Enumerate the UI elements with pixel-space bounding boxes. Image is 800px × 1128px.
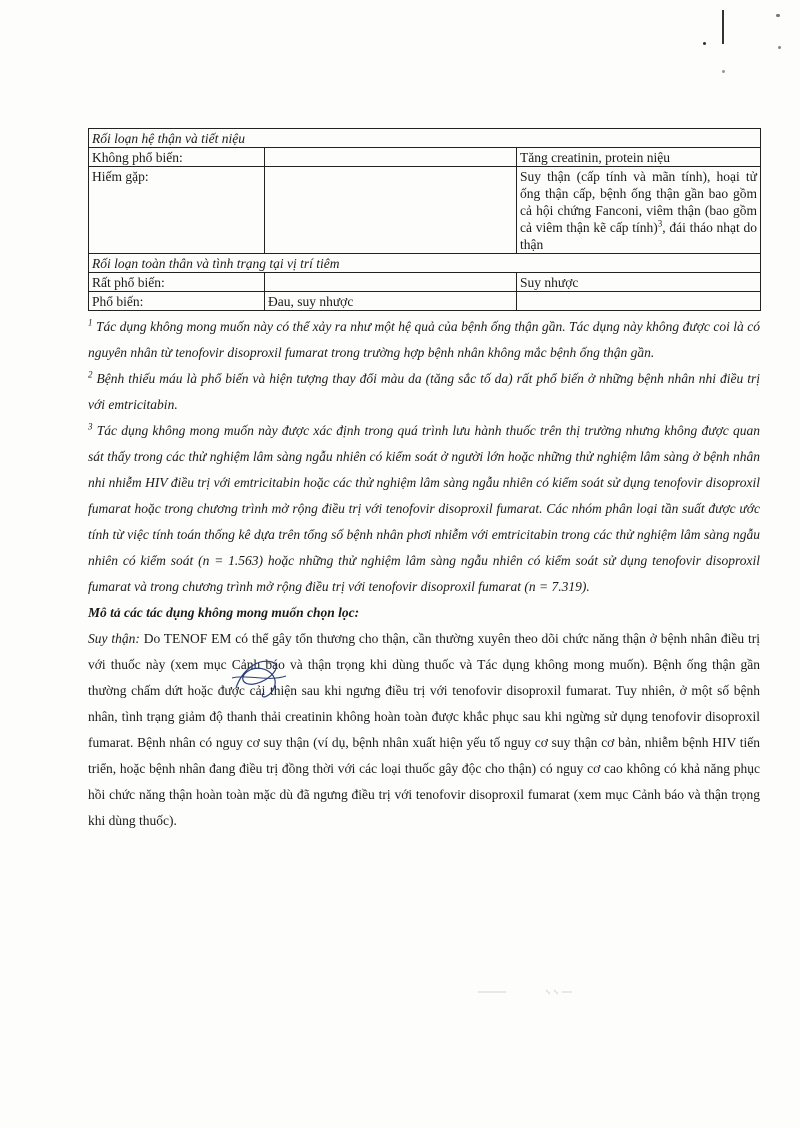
footnote: $^2$ Bệnh thiếu máu là phổ biến và hiện tượng thay đổi màu da (tăng sắc tố da) rất phổ biến ở những bệnh nhân nhi điều trị với emtricitabin. [88, 369, 760, 412]
scan-mark [722, 10, 724, 44]
scan-mark [778, 46, 781, 49]
frequency-cell: Không phổ biến: [89, 148, 265, 167]
footnote: $^1$ Tác dụng không mong muốn này có thể xảy ra như một hệ quả của bệnh ống thận gần. Tác dụng này không được coi là có nguyên nhân từ tenofovir disoproxil fumarat trong trường hợp bệnh nhân không mắc bệnh ống thận gần. [88, 317, 761, 360]
table-row [89, 273, 761, 292]
scan-mark [703, 42, 706, 45]
footnotes [88, 314, 760, 600]
tenofovir-cell: Suy thận (cấp tính và mãn tính), hoại tử ống thận cấp, bệnh ống thận gần bao gồm cả hội chứng Fanconi, viêm thận (bao gồm cả viêm thận kẽ cấp tính)$^3$, đái tháo nhạt do thận [517, 167, 761, 254]
adverse-reactions-table [88, 128, 761, 311]
section-label: Rối loạn toàn thân và tình trạng tại vị trí tiêm [89, 254, 761, 273]
footnote: $^3$ Tác dụng không mong muốn này được xác định trong quá trình lưu hành thuốc trên thị trường nhưng không được quan sát thấy trong các thử nghiệm lâm sàng ngẫu nhiên có kiểm soát ở người lớn hoặc những thử nghiệm lâm sàng ở bệnh nhân nhi nhiễm HIV điều trị với emtricitabin hoặc các thử nghiệm lâm sàng ngẫu nhiên có kiểm soát sử dụng tenofovir disoproxil fumarat hoặc trong chương trình mở rộng điều trị với tenofovir disoproxil fumarat. Các nhóm phân loại tần suất được ước tính từ việc tính toán thống kê dựa trên tổng số bệnh nhân phơi nhiễm với emtricitabin trong các thử nghiệm lâm sàng ngẫu nhiên có kiểm soát (n = 1.563) hoặc những thử nghiệm lâm sàng ngẫu nhiên có kiểm soát sử dụng tenofovir disoproxil fumarat và trong chương trình mở rộng điều trị với tenofovir disoproxil fumarat (n = 7.319). [88, 421, 760, 594]
table-section-row [89, 254, 761, 273]
tenofovir-cell: Suy nhược [517, 273, 761, 292]
table-row [89, 292, 761, 311]
renal-impairment-paragraph [88, 626, 760, 834]
scan-mark [776, 14, 780, 17]
emtricitabine-cell [265, 273, 517, 292]
table-row [89, 167, 761, 254]
frequency-cell: Rất phổ biến: [89, 273, 265, 292]
tenofovir-cell: Tăng creatinin, protein niệu [517, 148, 761, 167]
handwritten-signature [228, 648, 288, 704]
emtricitabine-cell [265, 148, 517, 167]
paragraph-lead: Suy thận: [88, 631, 140, 646]
section-heading: Mô tả các tác dụng không mong muốn chọn lọc: [88, 605, 360, 620]
frequency-cell: Phổ biến: [89, 292, 265, 311]
emtricitabine-cell: Đau, suy nhược [265, 292, 517, 311]
table-row [89, 148, 761, 167]
tenofovir-cell [517, 292, 761, 311]
table-section-row [89, 129, 761, 148]
section-label: Rối loạn hệ thận và tiết niệu [89, 129, 761, 148]
emtricitabine-cell [265, 167, 517, 254]
paragraph-text: Do TENOF EM có thể gây tổn thương cho thận, cần thường xuyên theo dõi chức năng thận ở bệnh nhân điều trị với thuốc này (xem mục Cảnh báo và thận trọng khi dùng thuốc và Tác dụng không mong muốn). Bệnh ống thận gần thường chấm dứt hoặc được cải thiện sau khi ngưng điều trị với tenofovir disoproxil fumarat. Tuy nhiên, ở một số bệnh nhân, tình trạng giảm độ thanh thải creatinin không hoàn toàn được khắc phục sau khi ngừng sử dụng tenofovir disoproxil fumarat. Bệnh nhân có nguy cơ suy thận (ví dụ, bệnh nhân xuất hiện yếu tố nguy cơ suy thận cơ bản, nhiễm bệnh HIV tiến triển, hoặc bệnh nhân đang điều trị đồng thời với các loại thuốc gây độc cho thận) có nguy cơ cao không có khả năng phục hồi chức năng thận hoàn toàn mặc dù đã ngưng điều trị với tenofovir disoproxil fumarat (xem mục Cảnh báo và thận trọng khi dùng thuốc). [88, 631, 760, 828]
scan-mark [722, 70, 725, 73]
frequency-cell: Hiếm gặp: [89, 167, 265, 254]
document-page [88, 128, 760, 834]
scan-smudge [476, 986, 586, 998]
